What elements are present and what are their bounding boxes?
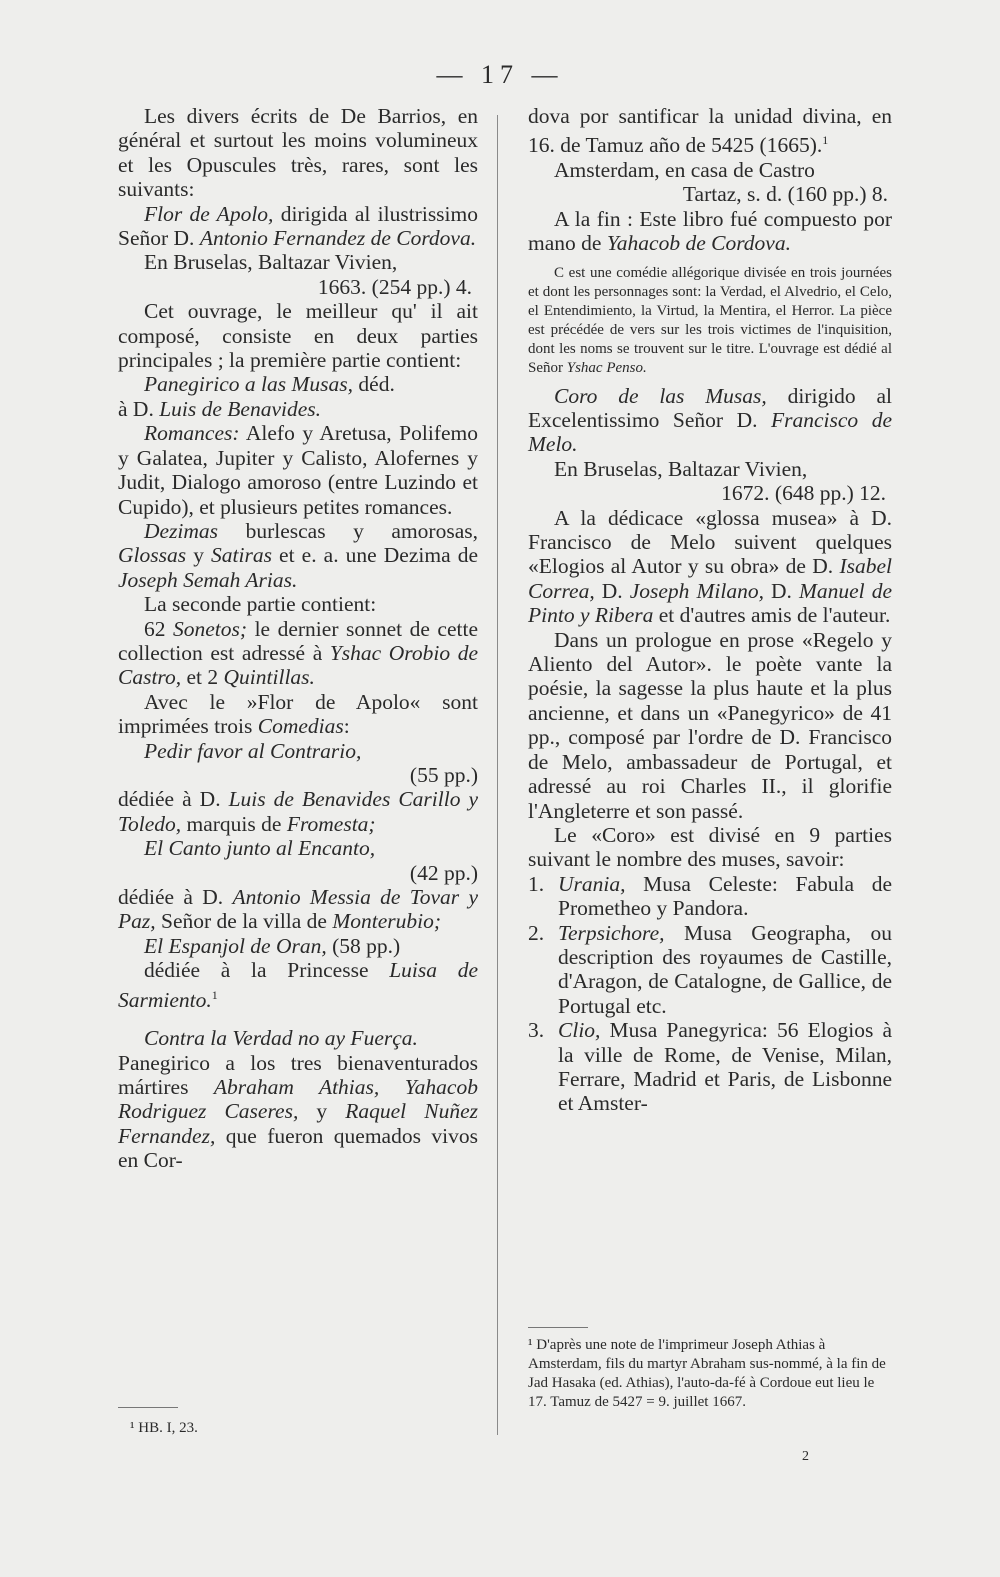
- right-column: [528, 104, 892, 1116]
- paragraph-prologue: Dans un prologue en prose «Regelo y Aliento del Autor». le poète vante la poésie, la sagesse la plus haute et la plus ancienne, et dans un «Panegyrico» de 41 pp., composé par l'ordre de D. Francisco de Melo, ambassadeur de Portugal, et adressé au roi Charles II., il glorifie l'Angleterre et son passé.: [528, 627, 892, 823]
- entry-contra-pub2: Tartaz, s. d. (160 pp.) 8.: [682, 182, 888, 207]
- entry-dezimas: Dezimas burlescas y amorosas, Glossas y Satiras et e. a. une Dezima de Joseph Semah Arias.: [118, 518, 478, 592]
- entry-pedir-favor: Pedir favor al Contrario,: [144, 738, 362, 763]
- entry-canto-pp: (42 pp.): [409, 860, 478, 885]
- paragraph-comedias: Avec le »Flor de Apolo« sont imprimées trois Comedias:: [118, 689, 478, 739]
- entry-flor-de-apolo: Flor de Apolo, dirigida al ilustrissimo Señor D. Antonio Fernandez de Cordova.: [118, 201, 478, 251]
- entry-contra-fin: A la fin : Este libro fué compuesto por mano de Yahacob de Cordova.: [528, 206, 892, 256]
- intro-paragraph: Les divers écrits de De Barrios, en général et surtout les moins volumineux et les Opuscules très, rares, sont les suivants:: [118, 104, 478, 202]
- entry-romances: Romances: Alefo y Aretusa, Polifemo y Galatea, Jupiter y Calisto, Alofernes y Judit, Dialogo amoroso (entre Luzindo et Cupido), et plusieurs petites romances.: [118, 421, 478, 519]
- list-item: 1. Urania, Musa Celeste: Fabula de Prometheo y Pandora.: [528, 871, 892, 921]
- entry-coro-date: 1672. (648 pp.) 12.: [721, 481, 886, 506]
- footnote-right: ¹ D'après une note de l'imprimeur Joseph Athias à Amsterdam, fils du martyr Abraham sus-nommé, à la fin de Jad Hasaka (ed. Athias), l'auto-da-fé à Cordoue eut lieu le 17. Tamuz de 5427 = 9. juillet 1667.: [528, 1337, 886, 1410]
- entry-espanjol: El Espanjol de Oran, (58 pp.): [144, 933, 401, 958]
- paragraph-coro-parts: Le «Coro» est divisé en 9 parties suivant le nombre des muses, savoir:: [528, 822, 892, 872]
- entry-flor-pub: En Bruselas, Baltazar Vivien,: [144, 250, 398, 275]
- entry-coro-pub: En Bruselas, Baltazar Vivien,: [554, 456, 808, 481]
- entry-contra-cont: dova por santificar la unidad divina, en 16. de Tamuz año de 5425 (1665).$^1$: [528, 104, 892, 158]
- footnote-rule-right: [528, 1327, 588, 1328]
- paragraph-ouvrage: Cet ouvrage, le meilleur qu' il ait composé, consiste en deux parties principales ; la première partie contient:: [118, 299, 478, 373]
- entry-contra-desc: Panegirico a los tres bienaventurados mártires Abraham Athias, Yahacob Rodriguez Caseres, y Raquel Nuñez Fernandez, que fueron quemados vivos en Cor-: [118, 1050, 478, 1173]
- entry-canto: El Canto junto al Encanto,: [144, 836, 376, 861]
- column-divider: [497, 115, 498, 1435]
- signature-mark: 2: [802, 1449, 809, 1464]
- list-item: 3. Clio, Musa Panegyrica: 56 Elogios à la ville de Rome, de Venise, Milan, Ferrare, Madrid et Paris, de Lisbonne et Amster-: [528, 1018, 892, 1116]
- list-item: 2. Terpsichore, Musa Geographa, ou description des royaumes de Castille, d'Aragon, de Catalogne, de Gallice, de Portugal etc.: [528, 920, 892, 1018]
- entry-espanjol-ded: dédiée à la Princesse Luisa de Sarmiento.$^1$: [118, 958, 478, 1012]
- note-comedie: C est une comédie allégorique divisée en trois journées et dont les personnages sont: la Verdad, el Alvedrio, el Celo, el Entendimiento, la Virtud, la Mentira, el Herror. La pièce est précédée de vers sur les trois victimes de l'inquisition, dont les noms se trouvent sur le titre. L'ouvrage est dédié al Señor Yshac Penso.: [528, 264, 892, 376]
- entry-panegirico-ded: à D. Luis de Benavides.: [118, 396, 322, 421]
- entry-contra-la-verdad: Contra la Verdad no ay Fuerça.: [144, 1026, 418, 1051]
- entry-canto-ded: dédiée à D. Antonio Messia de Tovar y Paz, Señor de la villa de Monterubio;: [118, 885, 479, 934]
- paragraph-seconde: La seconde partie contient:: [144, 592, 377, 617]
- paragraph-dedicace: A la dédicace «glossa musea» à D. Francisco de Melo suivent quelques «Elogios al Autor y su obra» de D. Isabel Correa, D. Joseph Milano, D. Manuel de Pinto y Ribera et d'autres amis de l'auteur.: [528, 505, 893, 628]
- entry-panegirico: Panegirico a las Musas, déd.: [144, 372, 395, 397]
- entry-sonetos: 62 Sonetos; le dernier sonnet de cette collection est adressé à Yshac Orobio de Castro, et 2 Quintillas.: [118, 616, 478, 690]
- entry-pedir-pp: (55 pp.): [409, 762, 478, 787]
- footnote-rule-left: [118, 1407, 178, 1408]
- page-number: — 17 —: [436, 60, 564, 89]
- entry-contra-pub: Amsterdam, en casa de Castro: [554, 157, 815, 182]
- entry-coro: Coro de las Musas, dirigido al Excelentissimo Señor D. Francisco de Melo.: [528, 383, 892, 457]
- left-column: [118, 104, 478, 1173]
- entry-flor-date: 1663. (254 pp.) 4.: [317, 274, 472, 299]
- entry-pedir-ded: dédiée à D. Luis de Benavides Carillo y Toledo, marquis de Fromesta;: [118, 787, 479, 836]
- footnote-left: ¹ HB. I, 23.: [130, 1420, 198, 1436]
